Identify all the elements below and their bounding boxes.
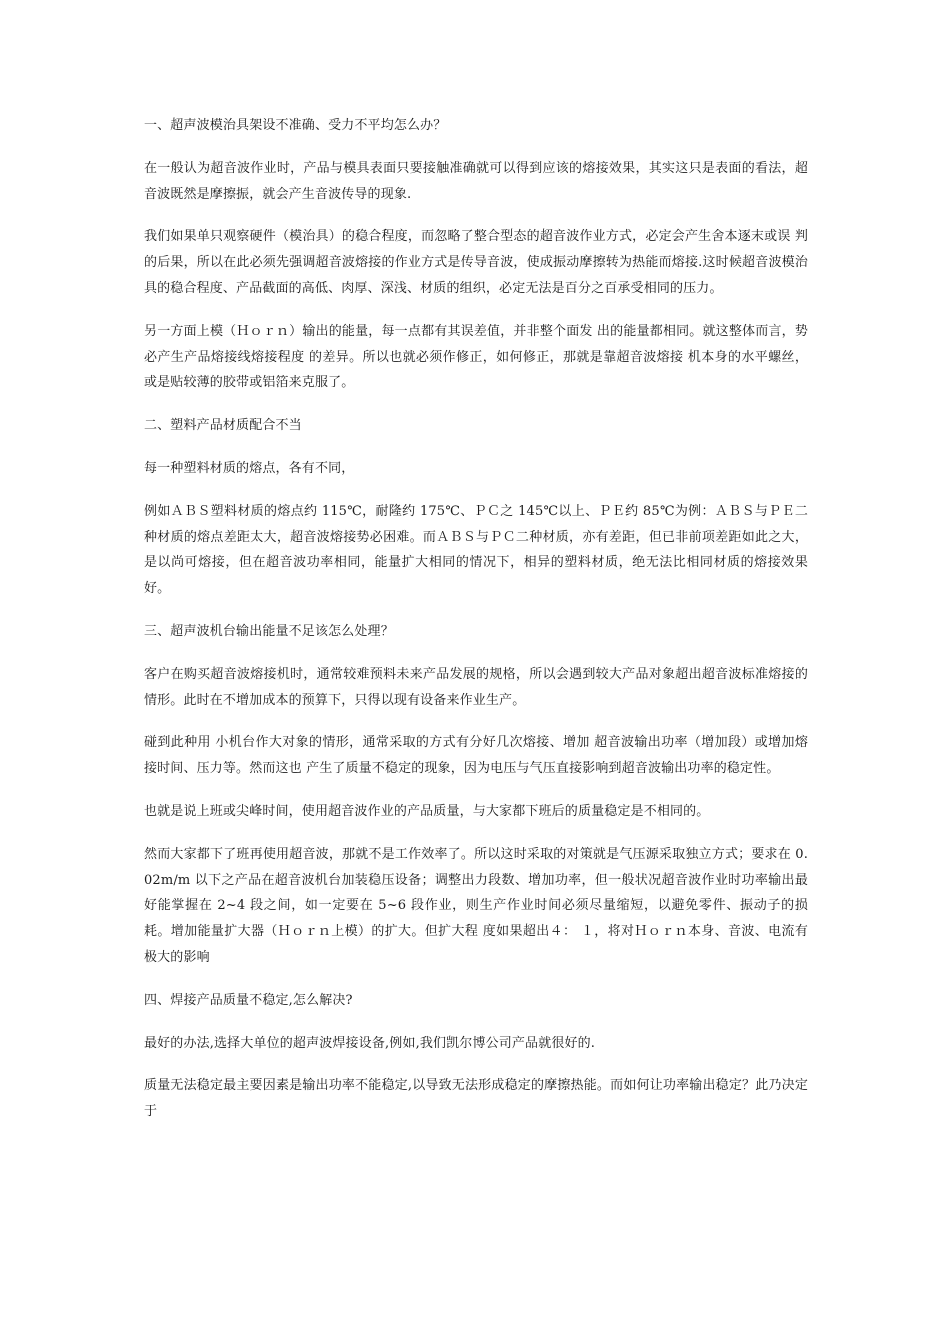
section-heading-3: 三、超声波机台输出能量不足该怎么处理？ <box>144 623 394 639</box>
paragraph: 客户在购买超音波熔接机时，通常较难预料未来产品发展的规格，所以会遇到较大产品对象超出超音波标准熔接的情形。此时在不增加成本的预算下，只得以现有设备来作业生产。 <box>144 666 808 708</box>
paragraph: 碰到此种用 小机台作大对象的情形，通常采取的方式有分好几次熔接、增加 超音波输出功率（增加段）或增加熔接时间、压力等。然而这也 产生了质量不稳定的现象，因为电压与气压直接影响到超音波输出功率的稳定性。 <box>144 735 808 777</box>
paragraph: 在一般认为超音波作业时，产品与模具表面只要接触准确就可以得到应该的熔接效果，其实这只是表面的看法，超音波既然是摩擦振，就会产生音波传导的现象. <box>144 160 808 202</box>
paragraph: 也就是说上班或尖峰时间，使用超音波作业的产品质量，与大家都下班后的质量稳定是不相同的。 <box>144 803 710 819</box>
document-body <box>144 113 808 1142</box>
paragraph: 最好的办法,选择大单位的超声波焊接设备,例如,我们凯尔博公司产品就很好的. <box>144 1035 596 1051</box>
section-heading-4: 四、焊接产品质量不稳定,怎么解决? <box>144 992 353 1008</box>
paragraph: 另一方面上模（Ｈｏｒｎ）输出的能量，每一点都有其误差值，并非整个面发 出的能量都相同。就这整体而言，势必产生产品熔接线熔接程度 的差异。所以也就必须作修正，如何修正，那就是靠超音波熔接 机本身的水平螺丝，或是贴较薄的胶带或铝箔来克服了。 <box>144 323 808 391</box>
paragraph: 例如ＡＢＳ塑料材质的熔点约 115℃，耐隆约 175℃、ＰＣ之 145℃以上、ＰＥ约 85℃为例：ＡＢＳ与ＰＥ二种材质的熔点差距太大，超音波熔接势必困难。而ＡＢＳ与ＰＣ二种材质，亦有差距，但已非前项差距如此之大，是以尚可熔接，但在超音波功率相同，能量扩大相同的情况下，相异的塑料材质，绝无法比相同材质的熔接效果好。 <box>144 503 808 597</box>
paragraph: 然而大家都下了班再使用超音波，那就不是工作效率了。所以这时采取的对策就是气压源采取独立方式；要求在 0.02m/m 以下之产品在超音波机台加装稳压设备；调整出力段数、增加功率，但一般状况超音波作业时功率输出最好能掌握在 2~4 段之间，如一定要在 5~6 段作业，则生产作业时间必须尽量缩短，以避免零件、振动子的损耗。增加能量扩大器（Ｈｏｒｎ上模）的扩大。但扩大程 度如果超出４： １，将对Ｈｏｒｎ本身、音波、电流有极大的影响 <box>144 846 808 965</box>
section-heading-1: 一、超声波模治具架设不准确、受力不平均怎么办？ <box>144 118 447 133</box>
paragraph: 我们如果单只观察硬件（模治具）的稳合程度，而忽略了整合型态的超音波作业方式，必定会产生舍本逐末或误 判的后果，所以在此必须先强调超音波熔接的作业方式是传导音波，使成振动摩擦转为热能而熔接.这时候超音波模治具的稳合程度、产品截面的高低、肉厚、深浅、材质的组织，必定无法是百分之百承受相同的压力。 <box>144 229 808 296</box>
section-heading-2: 二、塑料产品材质配合不当 <box>144 418 302 434</box>
paragraph: 质量无法稳定最主要因素是输出功率不能稳定,以导致无法形成稳定的摩擦热能。而如何让功率输出稳定？此乃决定于 <box>144 1078 808 1120</box>
paragraph: 每一种塑料材质的熔点，各有不同， <box>144 460 355 476</box>
